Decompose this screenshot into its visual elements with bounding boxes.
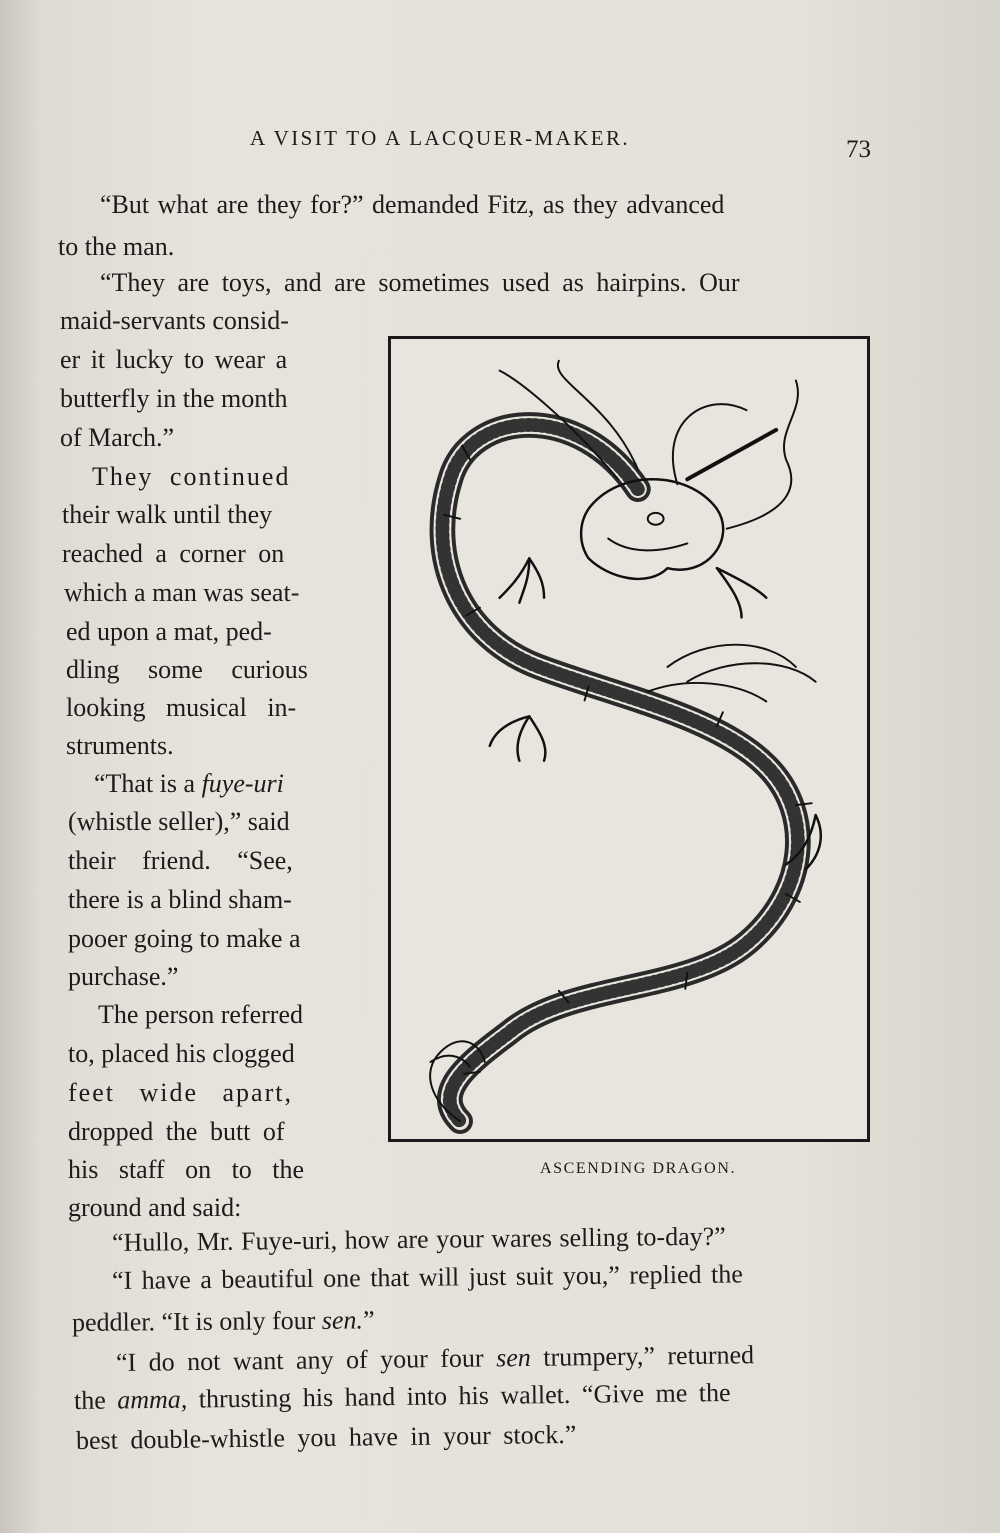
text-segment: trumpery,” returned	[530, 1340, 755, 1372]
italic-term: sen	[495, 1342, 531, 1373]
text-line: of March.”	[60, 423, 175, 452]
text-line	[116, 1340, 754, 1378]
text-line: feet wide apart,	[68, 1078, 293, 1107]
text-line: The person referred	[98, 1000, 303, 1029]
text-segment: peddler. “It is only four	[71, 1305, 322, 1337]
text-line: his staff on to the	[68, 1155, 305, 1184]
text-line: butterfly in the month	[60, 384, 288, 413]
running-head: A VISIT TO A LACQUER-MAKER.	[250, 126, 631, 150]
text-line: ground and said:	[68, 1193, 242, 1222]
text-segment: the	[73, 1385, 118, 1415]
text-line: there is a blind sham-	[68, 885, 292, 914]
text-segment: “I do not want any of your four	[115, 1343, 497, 1377]
text-line: pooer going to make a	[68, 924, 301, 953]
text-line: maid-servants consid-	[60, 306, 289, 335]
text-segment: thrusting his hand into his wallet. “Give me the	[187, 1377, 731, 1414]
page-number: 73	[846, 136, 871, 163]
text-line: ed upon a mat, ped-	[66, 617, 272, 646]
italic-term: amma,	[117, 1384, 188, 1415]
text-line: They continued	[92, 462, 291, 491]
dragon-figure	[388, 336, 870, 1142]
text-line: struments.	[66, 731, 174, 760]
text-line: (whistle seller),” said	[68, 807, 290, 836]
text-line: purchase.”	[68, 962, 179, 991]
text-segment: “That is a	[94, 769, 202, 798]
text-line: er it lucky to wear a	[60, 345, 288, 374]
text-line	[72, 1305, 375, 1338]
text-line: dropped the butt of	[68, 1117, 285, 1146]
text-line: best double-whistle you have in your stock.”	[75, 1419, 577, 1455]
text-line: their walk until they	[62, 500, 273, 529]
text-line: “Hullo, Mr. Fuye-uri, how are your wares selling to-day?”	[111, 1221, 726, 1257]
text-line	[74, 1378, 731, 1416]
text-line: “But what are they for?” demanded Fitz, as they advanced	[100, 190, 725, 219]
italic-term: fuye-uri	[201, 769, 284, 798]
text-line: looking musical in-	[66, 693, 297, 722]
text-line: “They are toys, and are sometimes used as hairpins. Our	[100, 268, 740, 297]
figure-caption: ASCENDING DRAGON.	[540, 1160, 737, 1177]
dragon-illustration	[391, 339, 867, 1139]
text-line: to the man.	[58, 232, 175, 261]
text-line: their friend. “See,	[68, 846, 293, 875]
text-line: which a man was seat-	[64, 578, 300, 607]
text-line: to, placed his clogged	[68, 1039, 295, 1068]
text-line: “I have a beautiful one that will just suit you,” replied the	[111, 1259, 743, 1295]
italic-term: sen.	[321, 1305, 364, 1335]
text-line	[94, 769, 284, 799]
text-segment: ”	[362, 1305, 375, 1335]
text-line: reached a corner on	[62, 539, 285, 568]
page-header	[0, 126, 1000, 163]
text-line: dling some curious	[66, 655, 308, 684]
